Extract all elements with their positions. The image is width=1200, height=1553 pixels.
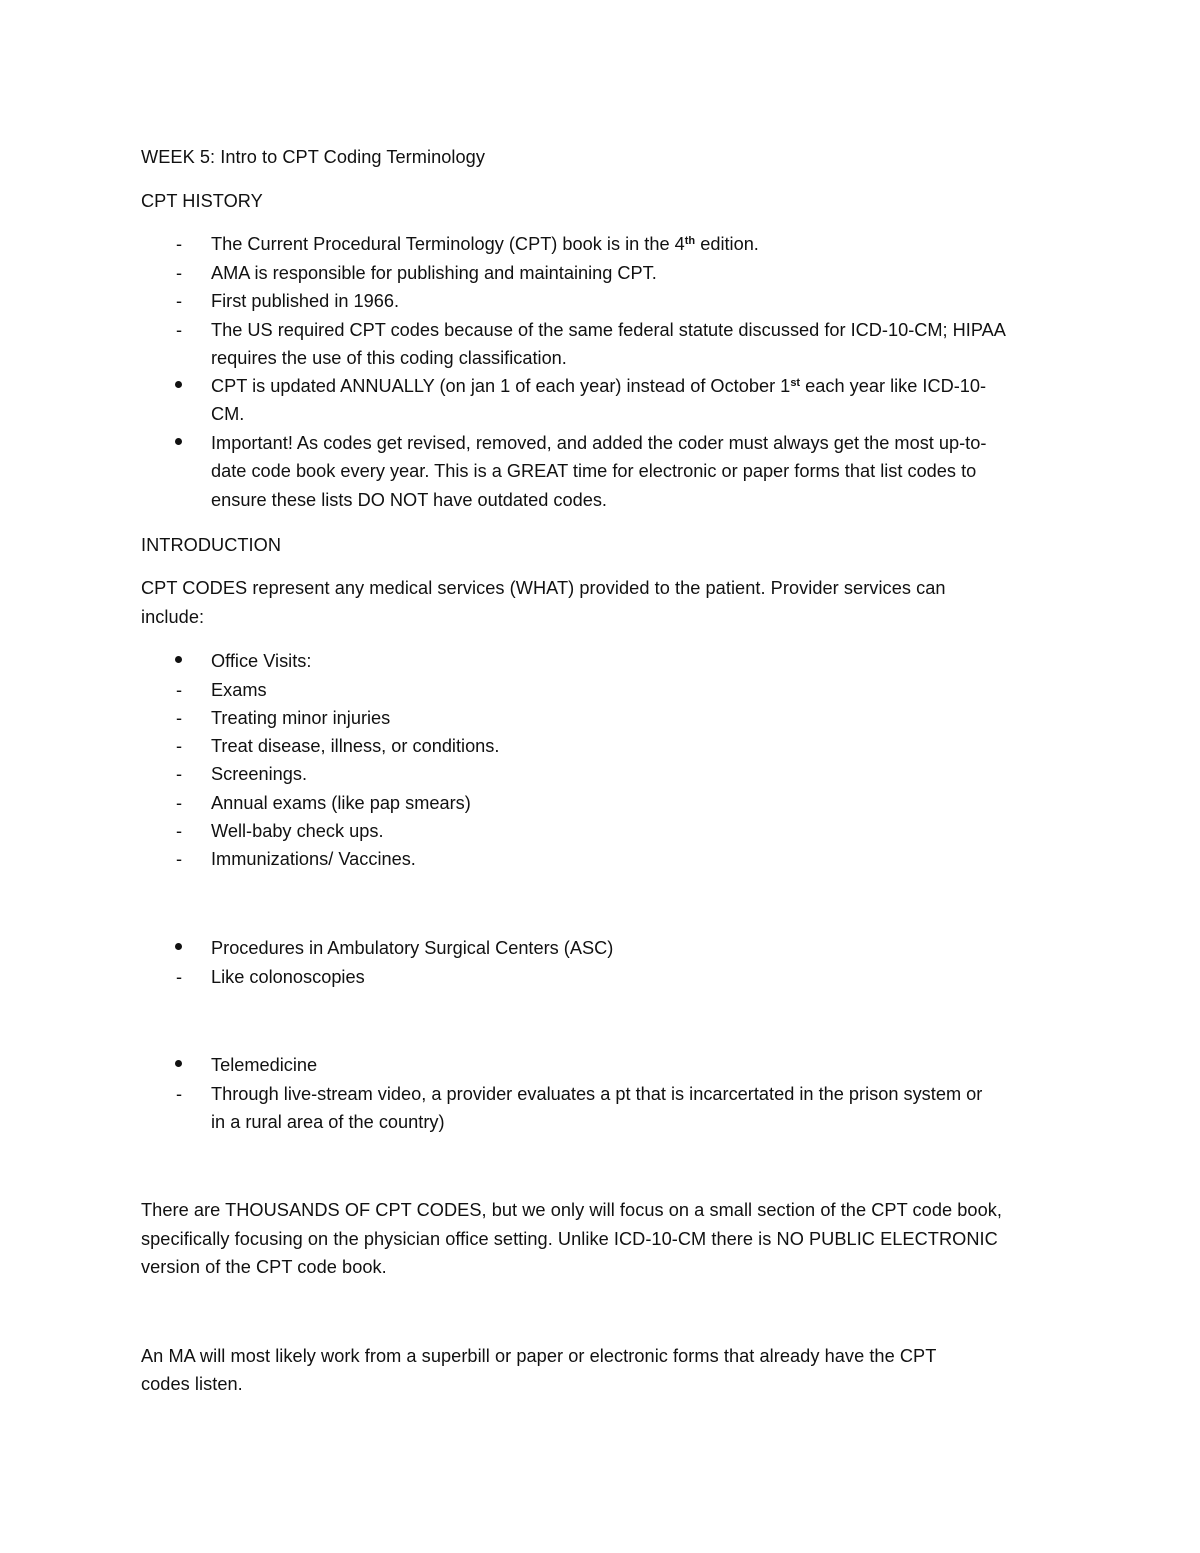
ma-paragraph-line1: An MA will most likely work from a superbill or paper or electronic forms that already have the CPT [141,1346,937,1366]
bullet-icon [175,943,182,950]
service-colonoscopies: Like colonoscopies [211,967,365,987]
history-item-important-line3: ensure these lists DO NOT have outdated codes. [211,490,607,510]
intro-paragraph-line1: CPT CODES represent any medical services (WHAT) provided to the patient. Provider services can [141,578,946,598]
service-exams: Exams [211,680,267,700]
dash-marker: - [175,967,183,987]
bullet-icon [175,438,182,445]
dash-marker: - [175,849,183,869]
service-screenings: Screenings. [211,764,308,784]
service-asc: Procedures in Ambulatory Surgical Centers (ASC) [211,938,614,958]
dash-marker: - [175,234,183,254]
ma-paragraph-line2: codes listen. [141,1374,243,1394]
thousands-paragraph-line3: version of the CPT code book. [141,1257,387,1277]
dash-marker: - [175,291,183,311]
introduction-heading: INTRODUCTION [141,535,282,555]
service-telemedicine-detail-line2: in a rural area of the country) [211,1112,445,1132]
history-item-edition: The Current Procedural Terminology (CPT) book is in the 4th edition. [211,234,759,254]
service-immunizations: Immunizations/ Vaccines. [211,849,416,869]
thousands-paragraph-line1: There are THOUSANDS OF CPT CODES, but we only will focus on a small section of the CPT code book, [141,1200,1003,1220]
dash-marker: - [175,736,183,756]
document-title: WEEK 5: Intro to CPT Coding Terminology [141,147,485,167]
dash-marker: - [175,821,183,841]
service-minor-injuries: Treating minor injuries [211,708,391,728]
service-telemedicine: Telemedicine [211,1055,318,1075]
history-item-hipaa-line1: The US required CPT codes because of the same federal statute discussed for ICD-10-CM; HIPAA [211,320,1006,340]
history-item-important-line2: date code book every year. This is a GREAT time for electronic or paper forms that list codes to [211,461,977,481]
dash-marker: - [175,708,183,728]
intro-paragraph-line2: include: [141,607,205,627]
service-annual-exams: Annual exams (like pap smears) [211,793,471,813]
history-item-annually-line2: CM. [211,404,245,424]
dash-marker: - [175,793,183,813]
dash-marker: - [175,764,183,784]
service-telemedicine-detail-line1: Through live-stream video, a provider evaluates a pt that is incarcertated in the prison system or [211,1084,983,1104]
dash-marker: - [175,320,183,340]
dash-marker: - [175,1084,183,1104]
bullet-icon [175,1060,182,1067]
bullet-icon [175,656,182,663]
history-item-annually: CPT is updated ANNUALLY (on jan 1 of each year) instead of October 1st each year like ICD-10- [211,376,987,396]
bullet-icon [175,381,182,388]
service-treat-disease: Treat disease, illness, or conditions. [211,736,500,756]
dash-marker: - [175,680,183,700]
service-office-visits: Office Visits: [211,651,312,671]
history-item-ama: AMA is responsible for publishing and maintaining CPT. [211,263,657,283]
history-item-important-line1: Important! As codes get revised, removed, and added the coder must always get the most up-to- [211,433,987,453]
dash-marker: - [175,263,183,283]
history-item-hipaa-line2: requires the use of this coding classification. [211,348,567,368]
service-well-baby: Well-baby check ups. [211,821,384,841]
history-item-first-published: First published in 1966. [211,291,400,311]
cpt-history-heading: CPT HISTORY [141,191,263,211]
thousands-paragraph-line2: specifically focusing on the physician office setting. Unlike ICD-10-CM there is NO PUBLIC ELECTRONIC [141,1229,998,1249]
